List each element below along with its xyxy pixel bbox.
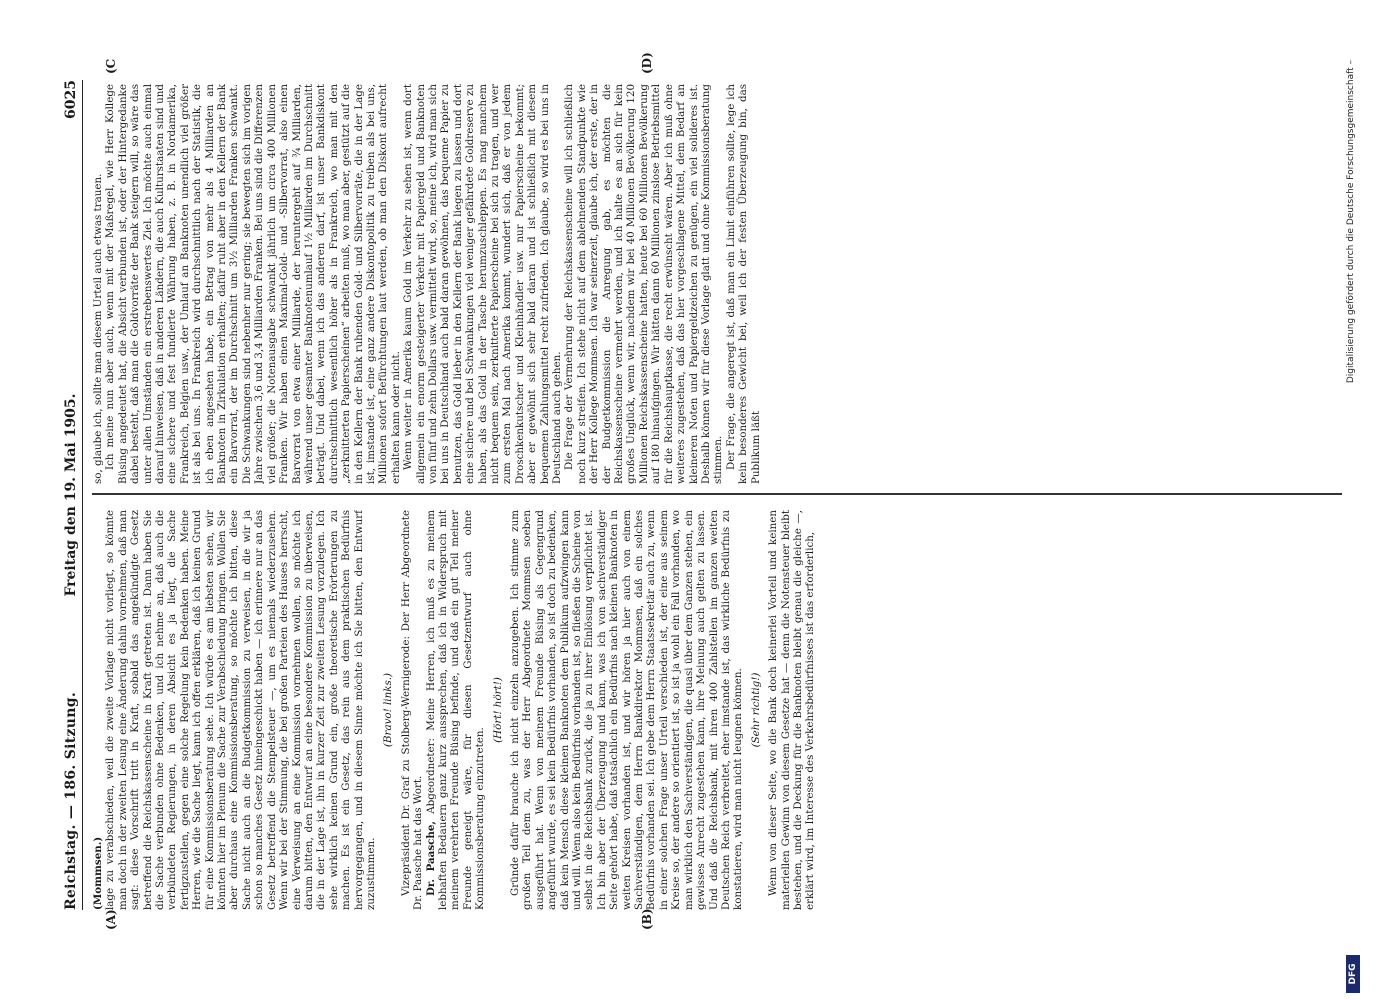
paragraph: so, glaube ich, sollte man diesem Urteil auch etwas trauen. (92, 173, 104, 484)
speaker-role: Abgeordneter: (424, 738, 437, 814)
dfg-logo: DFG (1346, 955, 1360, 993)
paragraph: Gründe dafür brauche ich nicht einzeln anzugeben. Ich stimme zum großen Teil dem zu, was der Herr Abgeordnete Mommsen soeben ausgeführt hat. Wenn von meinem Freunde Büsing als Gegengrund angeführt wurde, es sei kein Bedürfnis vorhanden, so ist doch zu bedenken, daß kein Mensch diese kleinen Banknoten dem Publikum aufzwingen kann und will. Wenn also kein Bedürfnis vorhanden ist, so fließen die Scheine von selbst in die Reichsbank zurück, die ja zu ihrer Einlösung verpflichtet ist. Ich bin aber der Überzeugung und kann, was ich von sachverständiger Seite gehört habe, daß tatsächlich ein Bedürfnis nach kleinen Banknoten in weiten Kreisen vorhanden ist, und wir hören ja hier auch von einem Sachverständigen, dem Herrn Bankdirektor Mommsen, daß ein solches Bedürfnis vorhanden sei. Ich gebe dem Herrn Staatssekretär auch zu, wenn in einer solchen Frage unser Urteil verschieden ist, der eine aus seinem Kreise so, der andere so orientiert ist, so ist ja wohl ein Fall vorhanden, wo man wirklich den Sachverständigen, die quasi über dem Ganzen stehen, ein gewisses Anrecht zugestehen kann, ihre Meinung auch gelten zu lassen. Und daß die Reichsbank, mit ihren 400 Zahlstellen im ganzen weiten Deutschen Reich verbreitet, eher imstande ist, das wirkliche Bedürfnis zu konstatieren, wird man nicht leugnen können. (509, 510, 745, 910)
margin-mark-c: (C (104, 58, 118, 74)
digitization-credit: Digitalisierung gefördert durch die Deutsche Forschungsgemeinschaft – (1346, 60, 1356, 384)
right-column (92, 84, 1342, 484)
paragraph: Wenn von dieser Seite, wo die Bank doch keinerlei Vorteil und keinen materiellen Gewinn von diesem Gesetze hat — denn die Notensteuer bleibt bestehen, und die Deckung für die Banknoten bleibt genau die gleiche —, erklärt wird, im Interesse des Verkehrsbedürfnisses ist das erforderlich, (767, 510, 817, 910)
speech-text: Meine Herren, ich muß es zu meinem lebhaften Bedauern ganz kurz aussprechen, daß ich in Widerspruch mit meinem verehrten Freunde Büsing befinde, und daß ein gut Teil meiner Freunde geneigt wäre, für diesen Gesetzentwurf auch ohne Kommissionsberatung einzutreten. (424, 510, 487, 910)
left-column (92, 510, 1342, 910)
interjection: (Hört! hört!) (491, 677, 504, 743)
paragraph: Der Frage, die angeregt ist, daß man ein Limit einführen sollte, lege ich kein besonderes Gewicht bei, weil ich der festen Überzeugung bin, das Publikum läßt (724, 84, 762, 484)
column-divider (92, 494, 1342, 496)
paragraph: Die Frage der Vermehrung der Reichskassenscheine will ich schließlich noch kurz streifen. Ich stehe nicht auf dem ablehnenden Standpunkte wie der Herr Kollege Mommsen. Ich war seinerzeit, glaube ich, der erste, der in der Budgetkommission die Anregung gab, es möchten die Reichskassenscheine vermehrt werden, und ich halte es an sich für kein großes Unglück, wenn wir, nachdem wir bei 40 Millionen Bevölkerung 120 Millionen Reichskassenscheine hatten, heute bei 60 Millionen Bevölkerung auf 180 hinaufgingen. Wir hätten dann 60 Millionen zinslose Betriebsmittel für die Reichshauptkasse, die recht erwünscht wären. Aber ich muß ohne weiteres zugestehen, daß das hier vorgeschlagene Mittel, dem Bedarf an kleineren Noten und Papiergeldzeichen zu genügen, ein viel solideres ist. Deshalb können wir für diese Vorlage glatt und ohne Kommissionsberatung stimmen. (563, 84, 725, 484)
interjection: (Sehr richtig!) (749, 672, 762, 748)
header-session: Reichstag. — 186. Sitzung. (63, 691, 79, 910)
paragraph: lage zu verabschieden, weil die zweite Vorlage nicht vorliegt, so könnte man doch in der zweiten Lesung eine Änderung dahin vornehmen, daß man sagt: diese Vorschrift tritt in Kraft, sobald das angekündigte Gesetz betreffend die Reichskassenscheine in Kraft getreten ist. Dann haben Sie die Sache verbunden ohne Bedenken, und ich nehme an, daß auch die verbündeten Regierungen, in deren Absicht es ja liegt, die Sache fertigzustellen, gegen eine solche Regelung kein Bedenken haben. Meine Herren, wie die Sache liegt, kann ich offen erklären, daß ich keinen Grund für eine Kommissionsberatung sehe. Ich würde es am liebsten sehen, wir könnten hier im Plenum die Sache zur Verabschiedung bringen. Wollen Sie aber durchaus eine Kommissionsberatung, so möchte ich bitten, diese Sache nicht auch an die Budgetkommission zu verweisen, in die wir ja schon so manches Gesetz hineingeschickt haben — ich erinnere nur an das Gesetz betreffend die Stempelsteuer —, um es niemals wiederzusehen. Wenn wir bei der Stimmung, die bei großen Parteien des Hauses herrscht, eine Verweisung an eine Kommission vornehmen wollen, so möchte ich darum bitten, den Entwurf an eine besondere Kommission zu überweisen, die in der Lage ist, ihn in kurzer Zeit zur zweiten Lesung vorzulegen. Ich sehe wirklich keinen Grund ein, große theoretische Erörterungen zu machen. Es ist ein Gesetz, das rein aus dem praktischen Bedürfnis hervorgegangen, und in diesem Sinne möchte ich Sie bitten, den Entwurf zuzustimmen. (104, 510, 377, 910)
page-number: 6025 (63, 80, 79, 119)
page-header (60, 80, 83, 910)
speaker-name: Dr. Paasche, (424, 820, 437, 896)
margin-mark-d: (D) (640, 52, 654, 74)
header-date: Freitag den 19. Mai 1905. (63, 393, 79, 597)
applause-note: (Bravo! links.) (382, 672, 395, 748)
president-remark: Vizepräsident Dr. Graf zu Stolberg-Wernigerode: Der Herr Abgeordnete Dr. Paasche hat das Wort. (399, 510, 425, 910)
margin-mark-b: (B) (640, 908, 654, 930)
margin-mark-a: (A) (104, 909, 118, 930)
paragraph: Ich meine nun aber auch, wenn mit der Maßregel, wie Herr Kollege Büsing angedeutet hat, die Absicht verbunden ist, oder der Hintergedanke dabei besteht, daß man die Goldvorräte der Bank steigern will, so wäre das unter allen Umständen ein erstrebenswertes Ziel. Ich möchte auch einmal darauf hinweisen, daß in anderen Ländern, die auch Kulturstaaten sind und eine sichere und fest fundierte Währung haben, z. B. in Nordamerika, Frankreich, Belgien usw., der Umlauf an Banknoten unendlich viel größer ist als bei uns. In Frankreich wird durchschnittlich nach der Statistik, die ich eben angesehen habe, ein Betrag von mehr als 4 Milliarden an Banknoten in Zirkulation erhalten; dafür ruht aber in den Kellern der Bank ein Barvorrat, der im Durchschnitt um 3½ Milliarden Franken schwankt. Die Schwankungen sind nebenher nur gering; sie bewegten sich im vorigen Jahre zwischen 3,6 und 3,4 Milliarden Franken. Bei uns sind die Differenzen viel größer; die Notenausgabe schwankt jährlich um circa 400 Millionen Franken. Wir haben einen Maximal-Gold- und -Silbervorrat, also einen Barvorrat von etwa einer Milliarde, der heruntergeht auf ¾ Milliarden, während unser gesamter Banknotenumlauf 1½ Milliarden im Durchschnitt beträgt. Und dabei, wenn ich das anderen darf, ist unser Bankdiskont durchschnittlich wesentlich höher als in Frankreich, wo man mit den „zerknitterten Papierscheinen“ arbeiten muß, wo man aber, gestützt auf die in den Kellern der Bank ruhenden Gold- und Silbervorräte, die in der Lage ist, imstande ist, eine ganz andere Diskontopolitik zu treiben als bei uns, Millionen sofort Befürchtungen laut werden, ob man den Diskont aufrecht erhalten kann oder nicht. (104, 84, 402, 484)
speaker-label: (Mommsen.) (92, 836, 104, 910)
paragraph: Wenn weiter in Amerika kaum Gold im Verkehr zu sehen ist, wenn dort allgemein ein enorm gesteigerter Verkehr mit Papiergeld und Banknoten von fünf und zehn Dollars usw. vermittelt wird, so, meine ich, wird man sich bei uns in Deutschland auch bald daran gewöhnen, das bequeme Papier zu benutzen, das Gold lieber in den Kellern der Bank liegen zu lassen und dort eine sichere und bei Schwankungen viel weniger gefährdete Goldreserve zu haben, als das Gold in der Tasche herumzuschleppen. Es mag manchem nicht bequem sein, zerknitterte Papierscheine bei sich zu tragen, und wer zum ersten Mal nach Amerika kommt, wundert sich, daß er von jedem Droschkenkutscher und Kleinhändler usw. nur Papierscheine bekommt; aber er gewöhnt sich sehr bald daran und ist schließlich mit diesem bequemen Zahlungsmittel recht zufrieden. Ich glaube, so wird es bei uns in Deutschland auch gehen. (402, 84, 564, 484)
speech-opening (425, 510, 487, 910)
